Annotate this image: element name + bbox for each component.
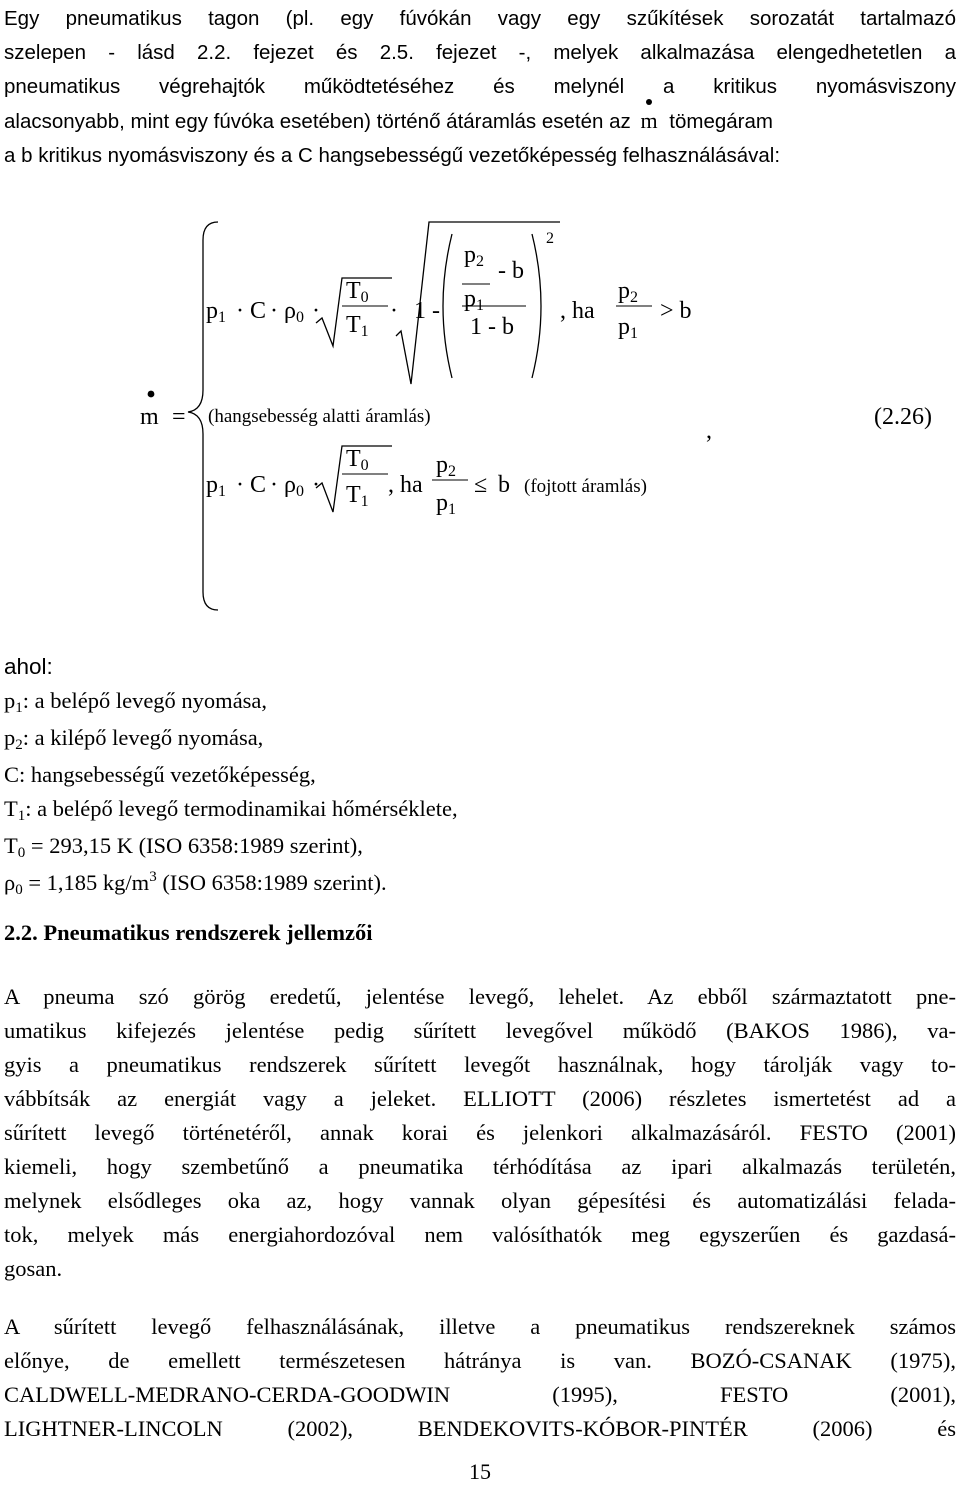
dot-operator: · xyxy=(236,298,244,324)
dot-operator: · xyxy=(236,472,244,498)
text-line: kiemeli, hogy szembetűnő a pneumatika térhódítása az ipari alkalmazás területén, xyxy=(4,1154,956,1179)
less-equal-sign: ≤ xyxy=(474,472,488,498)
definition-c: C: hangsebességű vezetőképesség, xyxy=(4,762,316,787)
b-symbol: b xyxy=(498,472,510,498)
p1-symbol: p1 xyxy=(206,298,226,326)
mass-flow-dot xyxy=(148,391,155,398)
rho0-symbol: ρ0 xyxy=(284,298,304,326)
definition-t0: T0 = 293,15 K (ISO 6358:1989 szerint), xyxy=(4,833,363,861)
trailing-comma: , xyxy=(706,418,712,444)
equation-2-26 xyxy=(0,200,960,620)
text-line: LIGHTNER-LINCOLN (2002), BENDEKOVITS-KÓBOR-PINTÉR (2006) és xyxy=(4,1416,956,1441)
section-heading: 2.2. Pneumatikus rendszerek jellemzői xyxy=(4,920,373,945)
text-line: umatikus kifejezés jelentése pedig sűrített levegővel működő (BAKOS 1986), va- xyxy=(4,1018,956,1043)
text-line: gyis a pneumatikus rendszerek sűrített levegőt használnak, hogy tárolják vagy to- xyxy=(4,1052,956,1077)
text-line: vábbítsák az energiát vagy a jeleket. ELLIOTT (2006) részletes ismertetést ad a xyxy=(4,1086,956,1111)
text-line: CALDWELL-MEDRANO-CERDA-GOODWIN (1995), FESTO (2001), xyxy=(4,1382,956,1407)
text-segment: tömegáram xyxy=(669,110,773,133)
t1-symbol: T1 xyxy=(346,482,369,510)
right-paren xyxy=(532,234,541,378)
p1-symbol: p1 xyxy=(464,286,484,314)
mass-flow-symbol: m xyxy=(640,104,657,138)
text-line: szelepen - lásd 2.2. fejezet és 2.5. fejezet -, melyek alkalmazása elengedhetetlen a xyxy=(4,41,956,64)
t1-symbol: T1 xyxy=(346,312,369,340)
dot-operator: · xyxy=(390,298,398,324)
dot-operator: · xyxy=(312,298,320,324)
dot-operator: · xyxy=(270,298,278,324)
case2-note: (fojtott áramlás) xyxy=(524,476,647,497)
equals-sign: = xyxy=(172,404,186,430)
body-paragraph xyxy=(4,1310,956,1446)
definition-p2: p2: a kilépő levegő nyomása, xyxy=(4,725,264,753)
definition-t1: T1: a belépő levegő termodinamikai hőmérséklete, xyxy=(4,796,458,824)
text-line: pneumatikus végrehajtók működtetéséhez és melynél a kritikus nyomásviszony xyxy=(4,75,956,98)
definition-p1: p1: a belépő levegő nyomása, xyxy=(4,688,268,716)
text-line: előnye, de emellett természetesen hátránya is van. BOZÓ-CSANAK (1975), xyxy=(4,1348,956,1373)
intro-paragraph xyxy=(4,2,956,173)
p1-symbol: p1 xyxy=(206,472,226,500)
text-line xyxy=(4,104,956,139)
p1-symbol: p1 xyxy=(436,490,456,518)
text-segment: alacsonyabb, mint egy fúvóka esetében) történő átáramlás esetén az xyxy=(4,110,631,133)
p2-symbol: p2 xyxy=(464,242,484,270)
text-line: a b kritikus nyomásviszony és a C hangsebességű vezetőképesség felhasználásával: xyxy=(4,144,781,167)
one-minus: 1 - xyxy=(414,298,440,324)
text-line: gosan. xyxy=(4,1256,63,1281)
exponent-2: 2 xyxy=(546,230,554,247)
comma-ha: , ha xyxy=(388,472,423,498)
p2-symbol: p2 xyxy=(618,278,638,306)
t0-symbol: T0 xyxy=(346,446,369,474)
lhs-m: m xyxy=(140,404,159,430)
rho0-symbol: ρ0 xyxy=(284,472,304,500)
c-symbol: C xyxy=(250,472,267,498)
definitions-intro: ahol: xyxy=(4,654,53,679)
c-symbol: C xyxy=(250,298,267,324)
dot-operator: · xyxy=(270,472,278,498)
greater-than-b: > b xyxy=(660,298,692,324)
one-minus-b: 1 - b xyxy=(470,314,514,340)
definition-rho0: ρ0 = 1,185 $kg/m^3$ (ISO 6358:1989 szerint). xyxy=(4,869,387,898)
text-line: Egy pneumatikus tagon (pl. egy fúvókán vagy egy szűkítések sorozatát tartalmazó xyxy=(4,7,956,30)
p1-symbol: p1 xyxy=(618,314,638,342)
text-line: sűrített levegő történetéről, annak korai és jelenkori alkalmazásáról. FESTO (2001) xyxy=(4,1120,956,1145)
t0-symbol: T0 xyxy=(346,278,369,306)
definitions-list xyxy=(4,650,956,903)
comma-ha: , ha xyxy=(560,298,595,324)
text-line: melynek elsődleges oka az, hogy vannak olyan gépesítési és automatizálási felada- xyxy=(4,1188,956,1213)
dot-operator: · xyxy=(312,472,320,498)
page-number: 15 xyxy=(469,1459,491,1484)
equation-number: (2.26) xyxy=(874,404,932,430)
body-paragraph xyxy=(4,980,956,1286)
text-line: tok, melyek más energiahordozóval nem valósíthatók meg egyszerűen és gazdasá- xyxy=(4,1222,956,1247)
case1-note: (hangsebesség alatti áramlás) xyxy=(208,406,431,427)
text-line: A pneuma szó görög eredetű, jelentése levegő, lehelet. Az ebből származtatott pne- xyxy=(4,984,956,1009)
p2-symbol: p2 xyxy=(436,452,456,480)
left-paren xyxy=(443,234,452,378)
minus-b: - b xyxy=(498,258,524,284)
text-line: A sűrített levegő felhasználásának, illetve a pneumatikus rendszereknek számos xyxy=(4,1314,956,1339)
